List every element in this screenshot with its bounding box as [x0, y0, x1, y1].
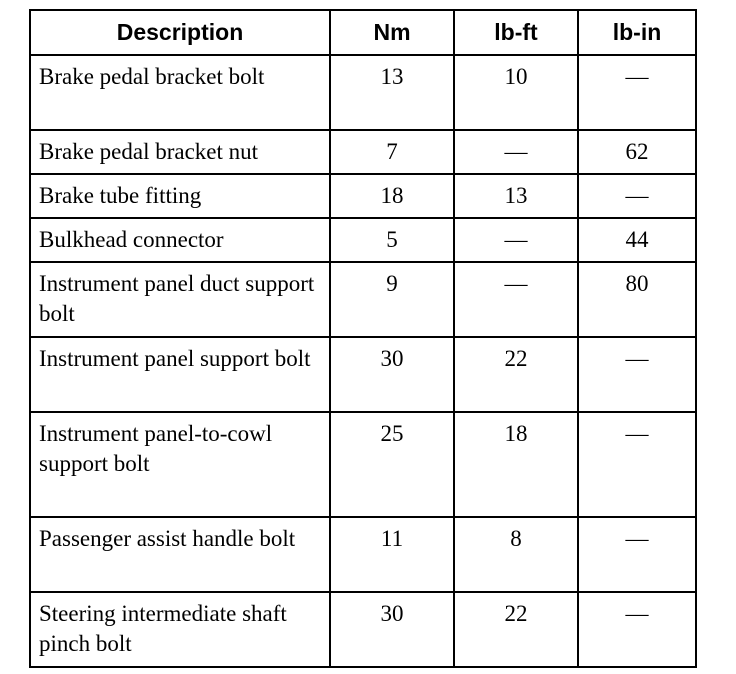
cell-description: Passenger assist handle bolt [30, 517, 330, 592]
table-header-row [30, 10, 696, 55]
header-lbin: lb-in [578, 10, 696, 55]
cell-nm: 11 [330, 517, 454, 592]
cell-nm: 30 [330, 592, 454, 667]
table-row [30, 130, 696, 174]
cell-nm: 9 [330, 262, 454, 337]
table-row [30, 262, 696, 337]
cell-lbft: 22 [454, 337, 578, 412]
cell-lbin: — [578, 517, 696, 592]
cell-lbin: — [578, 174, 696, 218]
cell-nm: 13 [330, 55, 454, 130]
cell-lbft: 22 [454, 592, 578, 667]
cell-description: Brake pedal bracket nut [30, 130, 330, 174]
table-row [30, 592, 696, 667]
cell-lbft: 8 [454, 517, 578, 592]
cell-lbin: 80 [578, 262, 696, 337]
table-row [30, 517, 696, 592]
cell-nm: 25 [330, 412, 454, 517]
cell-description: Brake pedal bracket bolt [30, 55, 330, 130]
cell-lbin: — [578, 592, 696, 667]
cell-lbft: — [454, 218, 578, 262]
cell-description: Brake tube fitting [30, 174, 330, 218]
cell-nm: 7 [330, 130, 454, 174]
table-row [30, 218, 696, 262]
cell-lbin: 44 [578, 218, 696, 262]
cell-nm: 5 [330, 218, 454, 262]
header-description: Description [30, 10, 330, 55]
cell-lbin: 62 [578, 130, 696, 174]
cell-description: Instrument panel-to-cowl support bolt [30, 412, 330, 517]
header-nm: Nm [330, 10, 454, 55]
table-row [30, 337, 696, 412]
table-row [30, 412, 696, 517]
cell-lbft: — [454, 262, 578, 337]
cell-lbft: — [454, 130, 578, 174]
cell-lbin: — [578, 55, 696, 130]
cell-lbft: 18 [454, 412, 578, 517]
cell-description: Bulkhead connector [30, 218, 330, 262]
cell-lbft: 10 [454, 55, 578, 130]
cell-lbin: — [578, 412, 696, 517]
cell-description: Steering intermediate shaft pinch bolt [30, 592, 330, 667]
cell-lbin: — [578, 337, 696, 412]
torque-spec-table-container [29, 9, 697, 668]
cell-nm: 18 [330, 174, 454, 218]
table-row [30, 55, 696, 130]
header-lbft: lb-ft [454, 10, 578, 55]
cell-description: Instrument panel support bolt [30, 337, 330, 412]
cell-lbft: 13 [454, 174, 578, 218]
cell-nm: 30 [330, 337, 454, 412]
cell-description: Instrument panel duct support bolt [30, 262, 330, 337]
table-row [30, 174, 696, 218]
torque-spec-table [29, 9, 697, 668]
